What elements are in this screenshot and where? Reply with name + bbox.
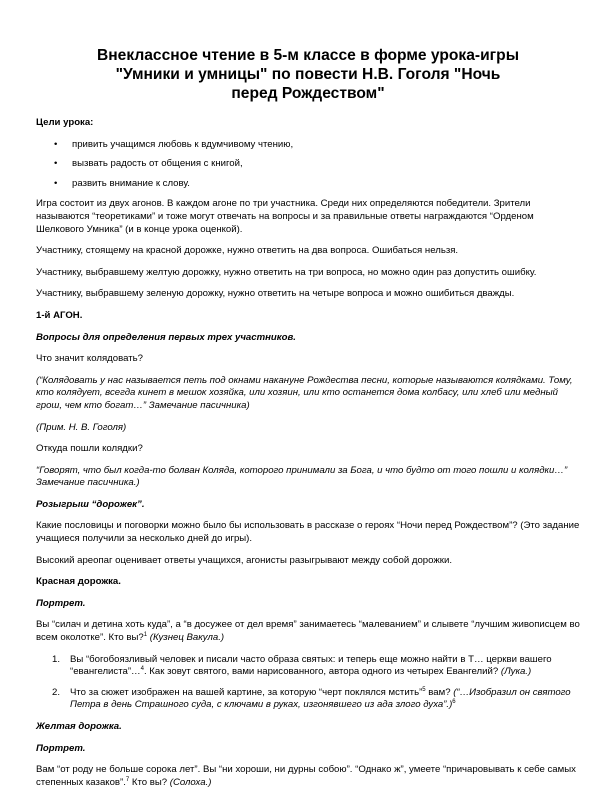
red-portrait-heading: Портрет. (36, 597, 86, 609)
portrait-answer: (Кузнец Вакула.) (149, 632, 225, 644)
yellow-portrait-heading: Портрет. (36, 742, 86, 754)
intro-paragraph: Участнику, выбравшему желтую дорожку, нужно ответить на три вопроса, но можно один раз допустить ошибку. (36, 266, 537, 278)
portrait-answer: (Солоха.) (169, 776, 212, 788)
intro-paragraph: Игра состоит из двух агонов. В каждом агоне по три участника. Среди них определяются победители. Зрители называются “теоретиками” и тоже могут отвечать на вопросы и за правильные ответы награждаются “Орденом Шелкового Умника” (и в конце урока оценкой). (36, 198, 534, 235)
list-item (36, 178, 580, 191)
item-number: 2. (52, 686, 61, 698)
portrait-text-cont: Кто вы? (129, 776, 168, 788)
goals-list (36, 139, 580, 191)
footnote-mark: 7 (125, 776, 130, 783)
title-line-2: "Умники и умницы" по повести Н.В. Гоголя "Ночь (115, 66, 501, 83)
item-number: 1. (52, 653, 61, 665)
agon1-subheading: Вопросы для определения первых трех участников. (36, 331, 296, 343)
question-answer: (Лука.) (500, 666, 532, 678)
agon1-heading: 1-й АГОН. (36, 309, 83, 321)
document-page (36, 46, 580, 798)
yellow-portrait-text (36, 764, 580, 789)
goal-text: вызвать радость от общения с книгой, (72, 158, 243, 170)
goal-text: привить учащимся любовь к вдумчивому чтению, (72, 138, 294, 150)
goal-text: развить внимание к слову. (72, 177, 190, 189)
red-track-heading: Красная дорожка. (36, 576, 121, 588)
footnote-mark: 5 (422, 686, 426, 693)
bullet-icon: • (54, 138, 58, 150)
question-text-cont: . Как зовут святого, вами нарисованного, автора одного из четырех Евангелий? (143, 666, 499, 678)
goals-heading: Цели урока: (36, 117, 94, 128)
answer: “Говорят, что был когда-то болван Коляда, которого принимали за Бога, и что будто от того пошли и колядки…” Замечание пасичника.) (36, 464, 568, 489)
question: Что значит колядовать? (36, 353, 143, 365)
bullet-icon: • (54, 177, 58, 189)
question-text: Вы “богобоязливый человек и писали часто образа святых: и теперь еще можно найти в Т… церкви вашего “евангелиста”… (70, 653, 552, 678)
title-line-1: Внеклассное чтение в 5-м классе в форме урока-игры (96, 47, 520, 64)
draw-paragraph: Какие пословицы и поговорки можно было бы использовать в рассказе о героях “Ночи перед Рождеством”? (Это задание учащиеся получили за несколько дней до игры). (36, 520, 580, 545)
bullet-icon: • (54, 158, 58, 170)
intro-paragraph: Участнику, стоящему на красной дорожке, нужно ответить на два вопроса. Ошибаться нельзя. (36, 245, 459, 257)
footnote-mark: 1 (143, 631, 148, 638)
footnote-mark: 4 (140, 666, 144, 673)
footnote-mark: 6 (452, 699, 456, 706)
question-text-cont: вам? (425, 686, 451, 698)
title-line-3: перед Рождеством" (231, 85, 385, 102)
draw-paragraph: Высокий ареопаг оценивает ответы учащихся, агонисты разыгрывают между собой дорожки. (36, 554, 453, 566)
red-portrait-text (36, 619, 580, 644)
answer: (“Колядовать у нас называется петь под окнами накануне Рождества песни, которые называются колядками. Тому, кто колядует, всегда кинет в мешок хозяйка, или хозяин, или кто останется дома колбасу, или хлеб или медный грош, чем кто богат…” Замечание пасичника) (36, 374, 573, 411)
list-item (36, 687, 580, 712)
portrait-text: Вам “от роду не больше сорока лет”. Вы “ни хороши, ни дурны собою”. “Однако ж”, умеете “причаровывать к себе самых степенных казаков”. (36, 764, 576, 788)
list-item (36, 654, 580, 679)
question-text: Что за сюжет изображен на вашей картине, за которую “черт поклялся мстить” (70, 686, 423, 698)
answer-source: (Прим. Н. В. Гоголя) (36, 421, 127, 433)
intro-paragraph: Участнику, выбравшему зеленую дорожку, нужно ответить на четыре вопроса и можно ошибиться дважды. (36, 288, 515, 300)
draw-heading: Розыгрыш “дорожек”. (36, 498, 145, 510)
yellow-track-heading: Желтая дорожка. (36, 721, 122, 732)
question: Откуда пошли колядки? (36, 443, 143, 455)
list-item (36, 139, 580, 152)
list-item (36, 158, 580, 171)
question-answer: (“…Изобразил он святого Петра в день Страшного суда, с ключами в руках, изгонявшего из ада злого духа”.) (70, 686, 571, 711)
portrait-text: Вы “силач и детина хоть куда”, а “в досужее от дел время” занимаетесь “малеванием” и слывете “лучшим живописцем во всем околотке”. Кто вы? (36, 619, 580, 644)
red-questions (36, 654, 580, 712)
page-title (36, 46, 580, 103)
